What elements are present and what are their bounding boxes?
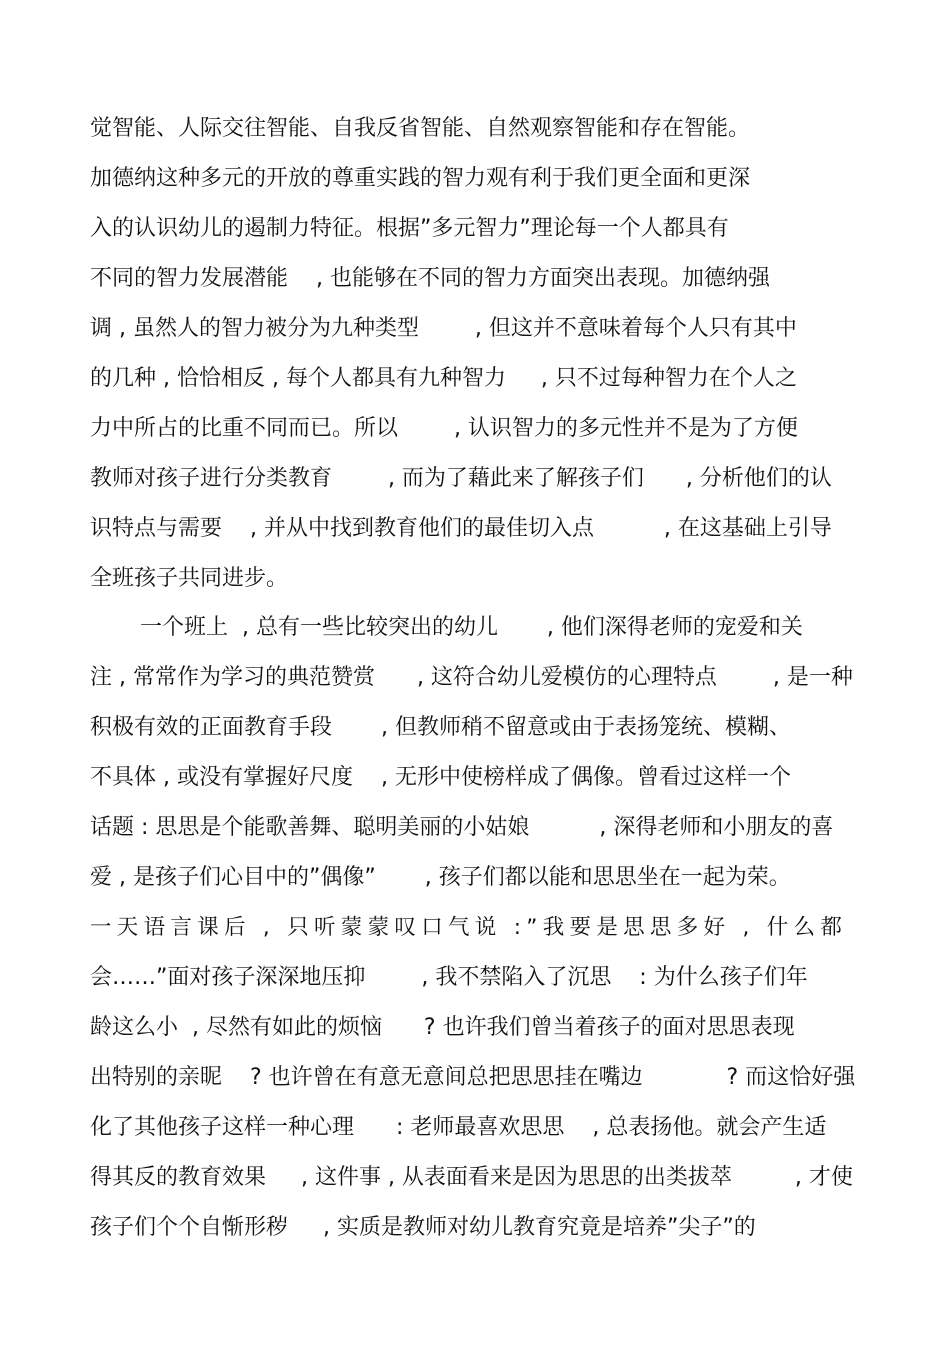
text-line: 觉智能、人际交往智能、自我反省智能、自然观察智能和存在智能。 (90, 116, 751, 141)
text-line: 积极有效的正面教育手段 , 但教师稍不留意或由于表扬笼统、模糊、 (90, 715, 791, 740)
text-line: 不具体 , 或没有掌握好尺度 , 无形中使榜样成了偶像。曾看过这样一个 (90, 765, 791, 790)
text-line: 话题 : 思思是个能歌善舞、聪明美丽的小姑娘 , 深得老师和小朋友的喜 (90, 815, 834, 840)
text-line: 全班孩子共同进步。 (90, 566, 289, 591)
text-line: 化了其他孩子这样一种心理 : 老师最喜欢思思 , 总表扬他。就会产生适 (90, 1115, 827, 1140)
text-line: 入的认识幼儿的遏制力特征。根据”多元智力”理论每一个人都具有 (90, 216, 729, 241)
text-line: 的几种 , 恰恰相反 , 每个人都具有九种智力 , 只不过每种智力在个人之 (90, 366, 797, 391)
text-line: 教师对孩子进行分类教育 , 而为了藉此来了解孩子们 , 分析他们的认 (90, 466, 832, 491)
text-line: 力中所占的比重不同而已。所以 , 认识智力的多元性并不是为了方便 (90, 416, 798, 441)
text-line: 会……”面对孩子深深地压抑 , 我不禁陷入了沉思 : 为什么孩子们年 (90, 965, 808, 990)
text-line: 龄这么小 , 尽然有如此的烦恼 ? 也许我们曾当着孩子的面对思思表现 (90, 1015, 795, 1040)
text-line: 注 , 常常作为学习的典范赞赏 , 这符合幼儿爱模仿的心理特点 , 是一种 (90, 665, 853, 690)
text-line: 爱 , 是孩子们心目中的”偶像” , 孩子们都以能和思思坐在一起为荣。 (90, 865, 791, 890)
text-line: 调 , 虽然人的智力被分为九种类型 , 但这并不意味着每个人只有其中 (90, 316, 797, 341)
text-line: 识特点与需要 , 并从中找到教育他们的最佳切入点 , 在这基础上引导 (90, 516, 832, 541)
paragraph-start-line: 一个班上 , 总有一些比较突出的幼儿 , 他们深得老师的宠爱和关 (140, 615, 803, 640)
text-line: 得其反的教育效果 , 这件事 , 从表面看来是因为思思的出类拔萃 , 才使 (90, 1165, 853, 1190)
text-line: 出特别的亲昵 ? 也许曾在有意无意间总把思思挂在嘴边 ? 而这恰好强 (90, 1065, 856, 1090)
text-line-justified: 一天语言课后 , 只听蒙蒙叹口气说 :”我要是思思多好 , 什么都 (90, 915, 848, 940)
text-line: 孩子们个个自惭形秽 , 实质是教师对幼儿教育究竟是培养”尖子”的 (90, 1215, 756, 1240)
text-line: 加德纳这种多元的开放的尊重实践的智力观有利于我们更全面和更深 (90, 166, 751, 191)
text-line: 不同的智力发展潜能 , 也能够在不同的智力方面突出表现。加德纳强 (90, 266, 770, 291)
